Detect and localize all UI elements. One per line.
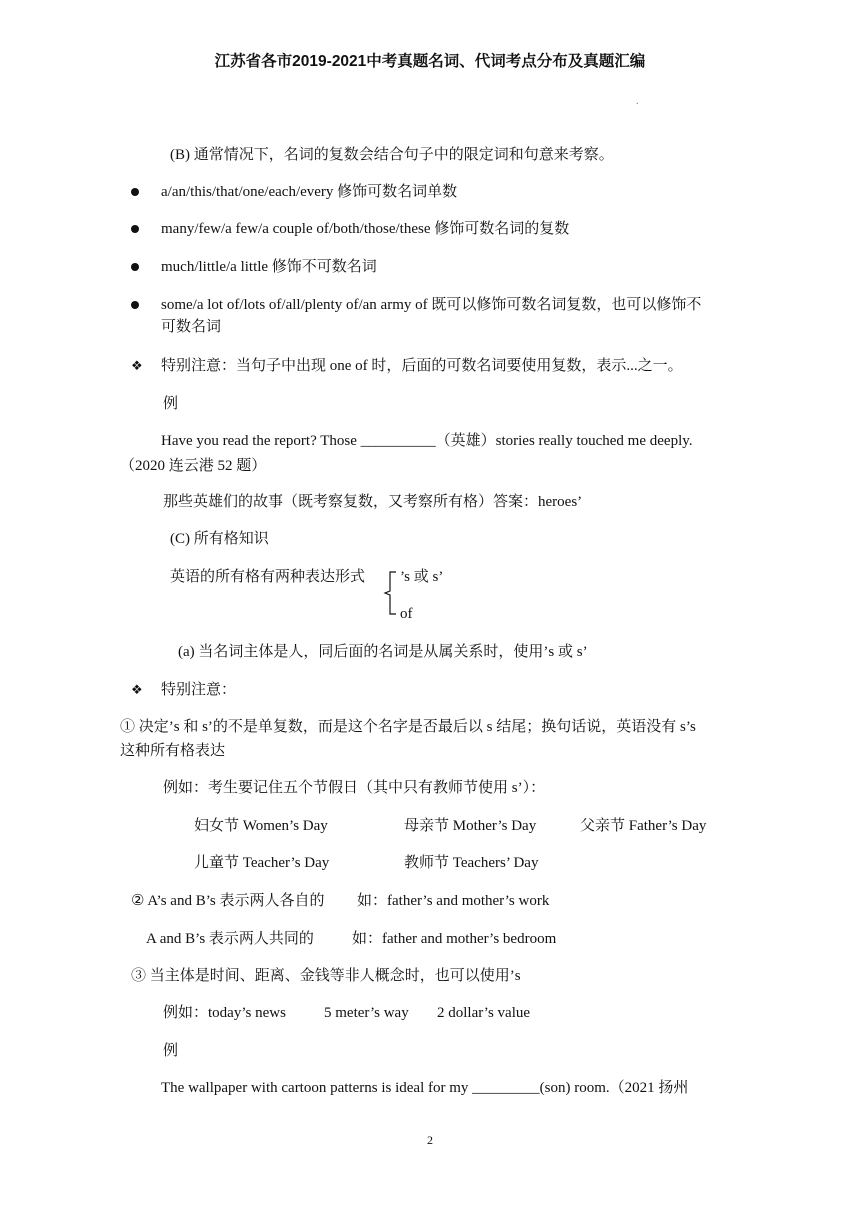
holiday-intro: 例如：考生要记住五个节假日（其中只有教师节使用 s’）： [163,780,546,796]
example-3-label: 例如：today’s news [163,1005,286,1021]
holiday-childrens-day: 儿童节 Teacher’s Day [194,855,330,871]
bullet-item-4: some/a lot of/lots of/all/plenty of/an army of 既可以修饰可数名词复数，也可以修饰不 [161,297,702,313]
example-3-item-2: 5 meter’s way [324,1005,409,1021]
holiday-fathers-day: 父亲节 Father’s Day [580,818,707,834]
bullet-marker [131,301,139,309]
bullet-item-4-cont: 可数名词 [161,319,222,335]
holiday-mothers-day: 母亲节 Mother’s Day [404,818,537,834]
section-b-heading: (B) 通常情况下，名词的复数会结合句子中的限定词和句意来考察。 [170,147,614,163]
rule-2-b-example: 如：father and mother’s bedroom [352,931,557,947]
question-2: The wallpaper with cartoon patterns is ideal for my _________(son) room.（2021 扬州 [161,1080,689,1096]
bullet-marker [131,188,139,196]
bullet-marker [131,225,139,233]
rule-1-line1: ① 决定’s 和 s’的不是单复数，而是这个名字是否最后以 s 结尾；换句话说，英语没有 s’s [120,719,696,735]
page-header-title: 江苏省各市2019-2021中考真题名词、代词考点分布及真题汇编 [214,53,646,70]
example-label: 例 [163,396,179,412]
bullet-item-3: much/little/a little 修饰不可数名词 [161,259,377,275]
section-c-heading: (C) 所有格知识 [170,531,269,547]
note-one-of: 特别注意：当句子中出现 one of 时，后面的可数名词要使用复数，表示...之一。 [161,358,683,374]
diamond-star-icon: ❖ [131,682,143,697]
diamond-star-icon: ❖ [131,358,143,373]
rule-2-a-label: ② A’s and B’s 表示两人各自的 [131,893,325,909]
holiday-womens-day: 妇女节 Women’s Day [194,818,328,834]
possessive-form-2: of [400,606,413,622]
bullet-item-2: many/few/a few/a couple of/both/those/these 修饰可数名词的复数 [161,221,570,237]
possessive-form-1: ’s 或 s’ [400,569,444,585]
note-2-label: 特别注意： [161,682,237,698]
brace-icon [383,571,397,615]
rule-1-line2: 这种所有格表达 [120,743,226,759]
example-3-item-3: 2 dollar’s value [437,1005,531,1021]
possessive-forms-intro: 英语的所有格有两种表达形式 [170,569,366,585]
rule-3: ③ 当主体是时间、距离、金钱等非人概念时，也可以使用’s [131,968,521,984]
page-number: 2 [427,1133,433,1147]
bullet-item-1: a/an/this/that/one/each/every 修饰可数名词单数 [161,184,458,200]
bullet-marker [131,263,139,271]
header-dot: . [636,96,639,107]
question-1-source: （2020 连云港 52 题） [120,458,267,474]
answer-1: 那些英雄们的故事（既考察复数，又考察所有格）答案：heroes’ [163,494,583,510]
rule-2-b-label: A and B’s 表示两人共同的 [146,931,314,947]
question-1-line1: Have you read the report? Those __________（英雄）stories really touched me deeply. [161,433,693,449]
sub-a-heading: (a) 当名词主体是人，同后面的名词是从属关系时，使用’s 或 s’ [178,644,588,660]
rule-2-a-example: 如：father’s and mother’s work [357,893,550,909]
example-label-2: 例 [163,1043,179,1059]
holiday-teachers-day: 教师节 Teachers’ Day [404,855,539,871]
